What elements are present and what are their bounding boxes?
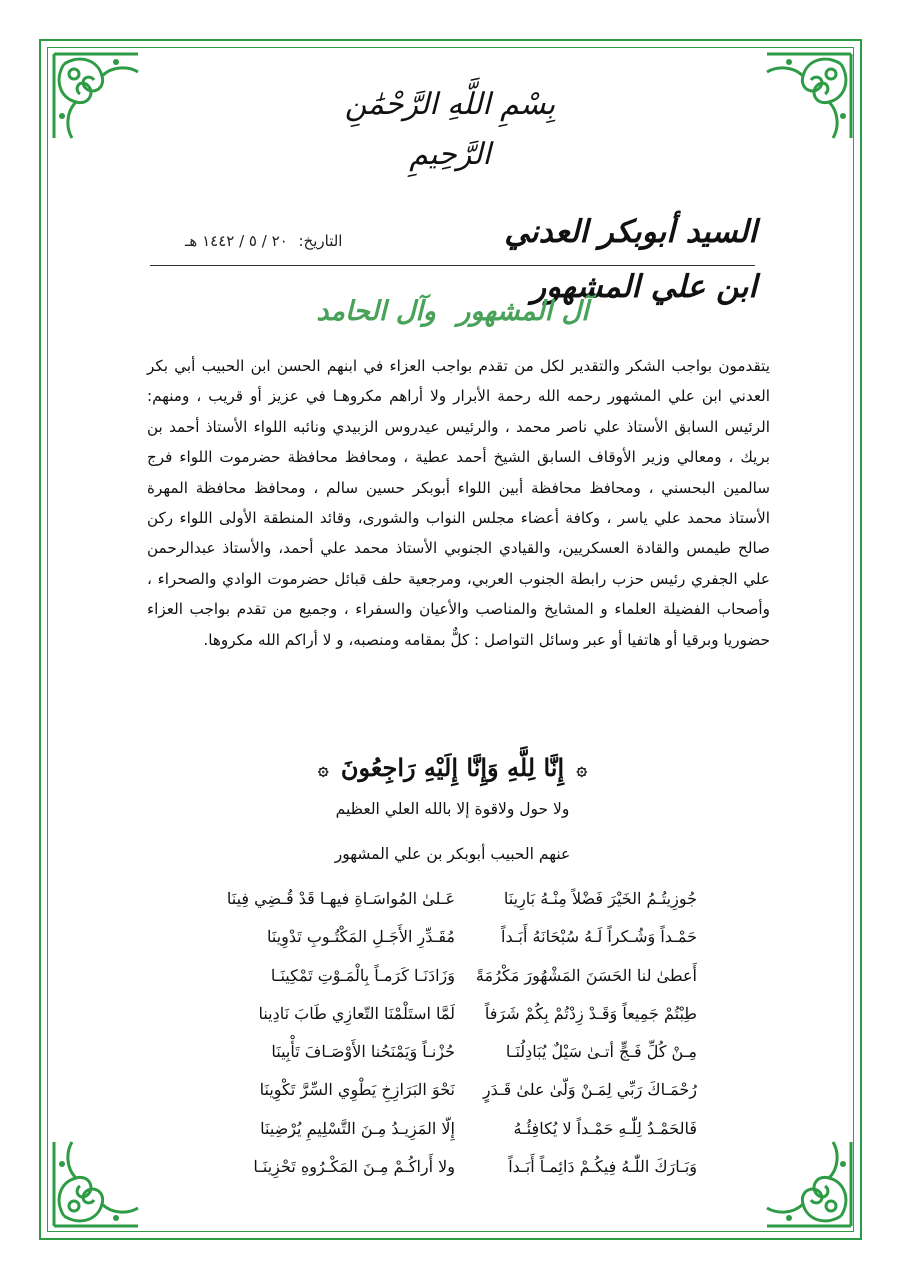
corner-ornament-icon [763, 1138, 855, 1230]
families-heading [0, 296, 905, 327]
poem-hemistich-second: عَـلىٰ المُواسَـاةِ فيهـا قَدْ قُـضِي فِينَا [226, 889, 455, 908]
corner-ornament-icon [50, 1138, 142, 1230]
poem-row [225, 995, 697, 1033]
poem-hemistich-second: حُزْنـاً وَيَمْنَحُنا الأَوْصَـافَ تَأْبِينَا [271, 1042, 455, 1062]
header-divider [150, 265, 755, 266]
corner-ornament-icon [763, 50, 855, 142]
basmala: بِسْمِ اللَّهِ الرَّحْمَٰنِ الرَّحِيمِ [344, 87, 556, 172]
poem [225, 880, 697, 1186]
date-line [185, 232, 342, 250]
poem-row [225, 957, 697, 995]
date-value: ٢٠ / ٥ / ١٤٤٢ هـ [185, 232, 288, 250]
poem-hemistich-second: نَحْوَ البَرَازِخِ يَطْوِي السِّرَّ تَكْوِينَا [259, 1080, 455, 1100]
poem-row [225, 880, 697, 918]
verse-ornament-icon: ۞ [576, 758, 588, 780]
thanks-paragraph [147, 351, 770, 655]
poem-hemistich-second: وَزَادَنَـا كَرَمـاً بِالْمَـوْتِ تَمْكِينَـا [270, 965, 455, 985]
hawla-line: ولا حول ولاقوة إلا بالله العلي العظيم [335, 800, 570, 818]
poem-hemistich-first: فَالحَمْـدُ لِلّٰـهِ حَمْـداً لا يُكافِئُـهُ [513, 1118, 697, 1138]
date-label: التاريخ: [298, 232, 343, 250]
quran-verse [0, 748, 905, 790]
poem-row [225, 918, 697, 956]
verse-ornament-icon: ۞ [317, 758, 329, 780]
poem-hemistich-second: إِلّا المَزِيـدُ مِـنَ التَّسْلِيمِ يُرْضِينَا [260, 1118, 455, 1138]
poem-row [225, 1033, 697, 1071]
corner-ornament-icon [50, 50, 142, 142]
poem-hemistich-first: حَمْـداً وَشُـكراً لَـهُ سُبْحَانَهُ أَبَـداً [501, 927, 697, 947]
sender-name-calligraphy: السيد أبوبكر العدني ابن علي المشهور [504, 214, 757, 305]
poem-row [225, 1148, 697, 1186]
poem-hemistich-second: ولا أَراكُـمْ مِـنَ المَكْـرُوهِ تَحْزِينَـا [253, 1157, 455, 1177]
poem-hemistich-first: طِبْتُمْ جَمِيعاً وَقَـدْ زِدْتُمْ بِكُمْ شَرَفاً [484, 1003, 697, 1023]
poem-hemistich-first: رُحْمَـاكَ رَبِّي لِمَـنْ وَلّىٰ علىٰ قَـدَرٍ [482, 1080, 697, 1100]
poem-hemistich-first: جُوزِيتُـمُ الخَيْرَ فَضْلاً مِنْـهُ بَارِينَا [503, 889, 697, 908]
heading-family-1: آل المشهور [457, 296, 589, 327]
poem-row [225, 1071, 697, 1109]
verse-text: إِنَّا لِلَّهِ وَإِنَّا إِلَيْهِ رَاجِعُونَ [340, 753, 565, 782]
poem-hemistich-second: لَمَّا استَلْمْنَا التّعازِي طَابَ نَادِينا [258, 1003, 455, 1023]
heading-family-2: وآل الحامد [316, 296, 436, 327]
poem-hemistich-first: مِـنْ كُلِّ فَـجٍّ أتـىٰ سَيْلٌ يُبَادِلُنَـا [505, 1042, 697, 1062]
poem-hemistich-second: مُقَـدِّرِ الأَجَـلِ المَكْتُـوبِ تَدْوِينَا [267, 927, 455, 947]
poem-hemistich-first: أَعطىٰ لنا الحَسَنَ المَشْهُورَ مَكْرُمَةً [475, 965, 697, 985]
on-behalf-line: عنهم الحبيب أبوبكر بن علي المشهور [334, 845, 571, 863]
paragraph-text: يتقدمون بواجب الشكر والتقدير لكل من تقدم بواجب العزاء في ابنهم الحسن ابن الحبيب أبي بكر العدني ابن علي المشهور رحمه الله رحمة الأبرار ولا أراهم مكروهـا في عزيز أو قريب ، ومنهم: الرئيس السابق الأستاذ علي ناصر محمد ، والرئيس عيدروس الزبيدي ونائبه اللواء الأستاذ أحمد بن بريك ، ومعالي وزير الأوقاف السابق الشيخ أحمد عطية ، ومحافظ محافظة حضرموت اللواء فرج سالمين البحسني ، ومحافظ محافظة أبين اللواء أبوبكر حسين سالم ، ومحافظ محافظة المهرة الأستاذ محمد علي ياسر ، وكافة أعضاء مجلس النواب والشورى، وقائد المنطقة الأولى اللواء ركن صالح طيمس والقادة العسكريين، والقيادي الجنوبي الأستاذ محمد علي أحمد، والأستاذ عبدالرحمن علي الجفري رئيس حزب رابطة الجنوب العربي، ومرجعية حلف قبائل حضرموت الوادي والصحراء ، وأصحاب الفضيلة العلماء و المشايخ والمناصب والأعيان والسفراء ، وجميع من تقدم بواجب العزاء حضوريا وبرقيا أو هاتفيا أو عبر وسائل التواصل : كلٌّ بمقامه ومنصبه، و لا أراكم الله مكروها. [147, 357, 770, 649]
poem-hemistich-first: وَبَـارَكَ اللّٰـهُ فِيكُـمْ دَائِمـاً أَبَـداً [508, 1157, 697, 1177]
poem-row [225, 1110, 697, 1148]
